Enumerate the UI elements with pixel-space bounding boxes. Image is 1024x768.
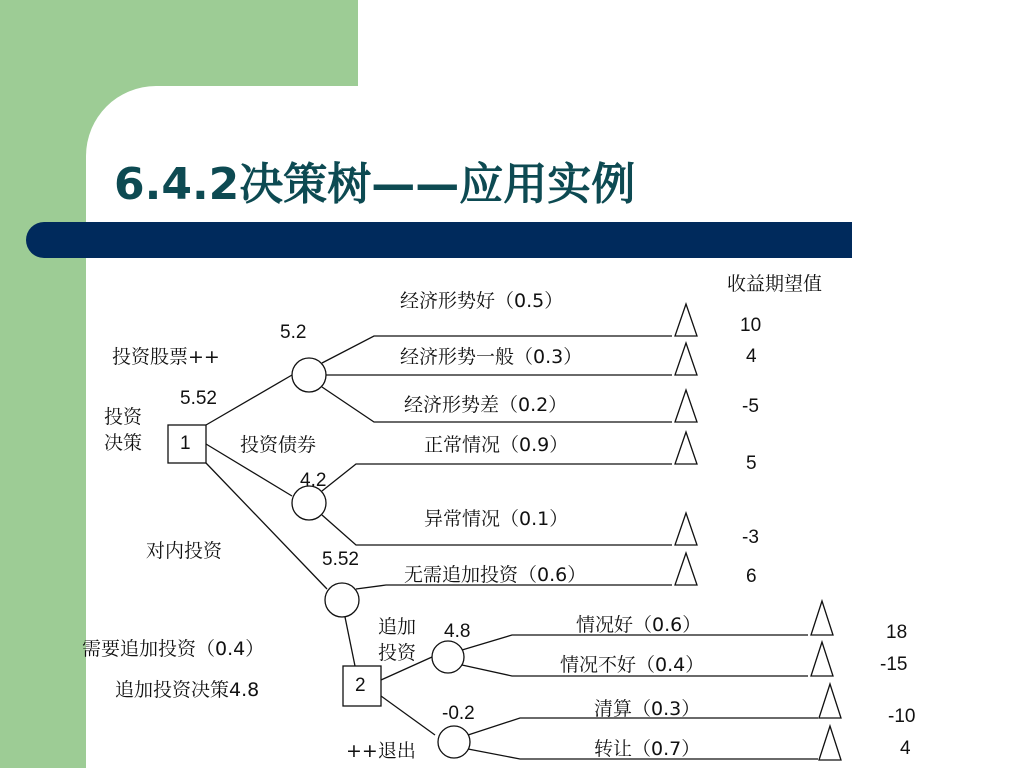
exit-expected-value: -0.2 — [442, 703, 475, 724]
stock-payoff-bad: -5 — [742, 396, 759, 417]
exit-payoff-transfer: 4 — [900, 738, 911, 759]
stock-outcome-good: 经济形势好（0.5） — [400, 290, 564, 312]
invest-payoff-good: 18 — [886, 622, 908, 643]
terminal-triangle — [675, 513, 697, 545]
terminal-triangle — [675, 304, 697, 336]
terminal-triangle — [675, 553, 697, 585]
stock-outcome-bad: 经济形势差（0.2） — [404, 394, 568, 416]
slide-title: 6.4.2决策树——应用实例 — [114, 159, 636, 210]
chance-node-stock — [292, 358, 326, 392]
bond-payoff-normal: 5 — [746, 453, 757, 474]
terminal-triangle — [811, 601, 833, 635]
invest-payoff-bad: -15 — [880, 654, 908, 675]
exit-outcome-transfer: 转让（0.7） — [594, 738, 701, 760]
chance-node-internal — [325, 583, 359, 617]
bond-expected-value: 4.2 — [300, 470, 327, 491]
invest-branch-label — [378, 614, 426, 666]
stock-branch-label: 投资股票++ — [112, 346, 220, 368]
internal-expected-value: 5.52 — [322, 549, 359, 570]
no-extra-payoff: 6 — [746, 566, 757, 587]
root-side-label-line2: 决策 — [104, 432, 143, 454]
stock-payoff-normal: 4 — [746, 346, 757, 367]
decision-node-1-label: 1 — [180, 433, 191, 454]
chance-node-exit — [438, 726, 470, 758]
terminal-triangle — [675, 432, 697, 464]
terminal-triangle — [675, 343, 697, 375]
bond-outcome-normal: 正常情况（0.9） — [424, 434, 569, 456]
internal-branch-label: 对内投资 — [146, 540, 223, 562]
bond-branch-label: 投资债券 — [240, 434, 317, 456]
exit-payoff-liquidate: -10 — [888, 706, 916, 727]
chance-node-invest — [432, 641, 464, 673]
no-extra-outcome: 无需追加投资（0.6） — [404, 564, 587, 586]
root-side-label — [104, 404, 152, 456]
exit-branch-label: ++退出 — [346, 740, 416, 762]
exit-outcome-liquidate: 清算（0.3） — [594, 698, 701, 720]
stock-outcome-normal: 经济形势一般（0.3） — [400, 346, 583, 368]
invest-expected-value: 4.8 — [444, 621, 471, 642]
stock-expected-value: 5.2 — [280, 322, 307, 343]
decision2-label: 追加投资决策4.8 — [115, 679, 260, 701]
terminal-triangle — [675, 390, 697, 422]
need-extra-outcome: 需要追加投资（0.4） — [82, 638, 265, 660]
invest-branch-label-line2: 投资 — [378, 642, 417, 664]
bond-outcome-abnormal: 异常情况（0.1） — [424, 508, 569, 530]
root-expected-value: 5.52 — [180, 388, 217, 409]
invest-outcome-bad: 情况不好（0.4） — [560, 654, 705, 676]
bond-payoff-abnormal: -3 — [742, 527, 759, 548]
invest-outcome-good: 情况好（0.6） — [576, 614, 702, 636]
root-side-label-line1: 投资 — [104, 406, 143, 428]
stock-payoff-good: 10 — [740, 315, 762, 336]
terminal-triangle — [811, 642, 833, 676]
decision-node-2-label: 2 — [355, 675, 366, 696]
terminal-triangle — [819, 726, 841, 760]
payoff-header: 收益期望值 — [727, 273, 823, 295]
terminal-triangle — [819, 684, 841, 718]
invest-branch-label-line1: 追加 — [378, 616, 417, 638]
